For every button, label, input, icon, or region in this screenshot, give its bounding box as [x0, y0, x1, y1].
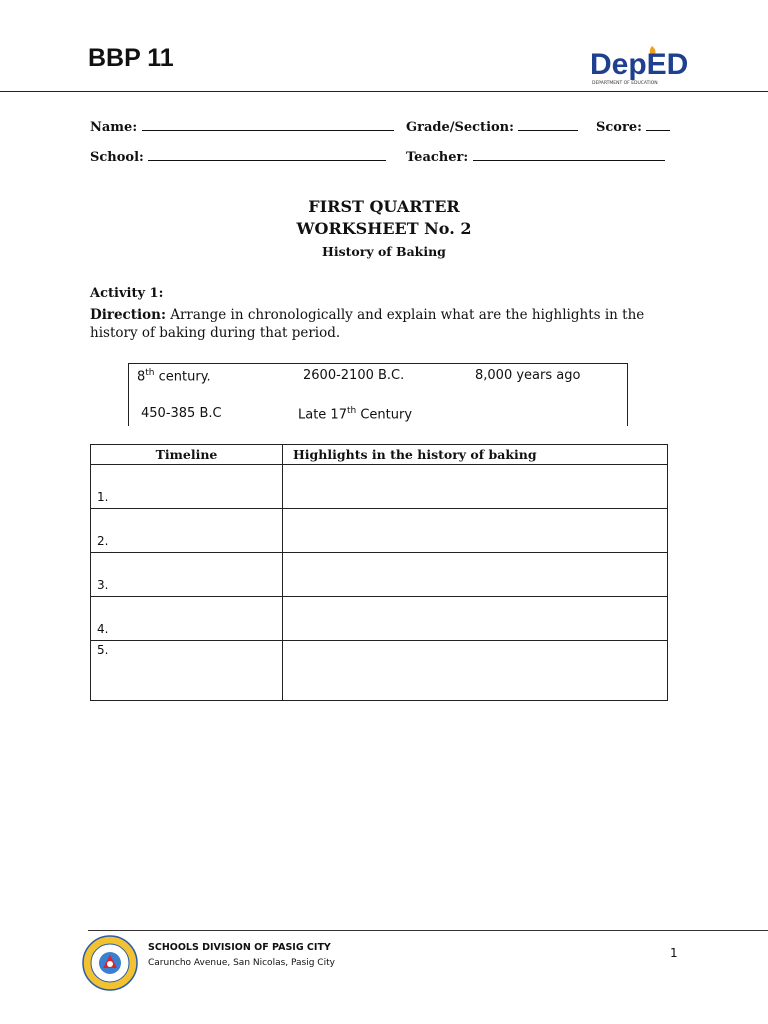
score-blank[interactable]	[646, 118, 670, 131]
school-blank[interactable]	[148, 148, 386, 161]
school-label: School:	[90, 150, 144, 165]
table-row	[91, 641, 668, 701]
timeline-cell[interactable]: 3.	[91, 553, 283, 597]
timeline-table	[90, 444, 668, 701]
grade-section-blank[interactable]	[518, 118, 578, 131]
highlights-header: Highlights in the history of baking	[283, 445, 668, 465]
teacher-label: Teacher:	[406, 150, 469, 165]
grade-field-row	[406, 118, 578, 135]
table-row	[91, 553, 668, 597]
header-divider	[0, 91, 768, 92]
highlight-cell[interactable]	[283, 509, 668, 553]
logo-subtext: DEPARTMENT OF EDUCATION	[592, 81, 658, 86]
timeline-cell[interactable]: 4.	[91, 597, 283, 641]
choice-2600-bc: 2600-2100 B.C.	[303, 368, 405, 383]
timeline-header: Timeline	[91, 445, 283, 465]
school-field-row	[90, 148, 386, 165]
choices-box	[128, 363, 628, 426]
direction-text: Arrange in chronologically and explain what are the highlights in the history of baking during that period.	[90, 307, 645, 341]
highlight-cell[interactable]	[283, 465, 668, 509]
teacher-blank[interactable]	[473, 148, 665, 161]
footer-divider	[88, 930, 768, 931]
subject-title: History of Baking	[322, 244, 446, 259]
document-code: BBP 11	[88, 44, 174, 72]
direction-label: Direction:	[90, 307, 166, 323]
highlight-cell[interactable]	[283, 597, 668, 641]
grade-section-label: Grade/Section:	[406, 120, 514, 135]
name-label: Name:	[90, 120, 138, 135]
choice-8000-years: 8,000 years ago	[475, 368, 581, 383]
highlight-cell[interactable]	[283, 553, 668, 597]
timeline-cell[interactable]: 2.	[91, 509, 283, 553]
quarter-title: FIRST QUARTER	[308, 197, 460, 216]
table-row	[91, 509, 668, 553]
division-seal-icon	[82, 935, 138, 991]
choice-450-bc: 450-385 B.C	[141, 406, 222, 421]
name-field-row	[90, 118, 394, 135]
choice-late-17th-century: Late 17th Century	[298, 406, 413, 423]
logo-text: DepED	[590, 48, 689, 81]
score-field-row	[596, 118, 670, 135]
footer-division: SCHOOLS DIVISION OF PASIG CITY	[148, 942, 331, 953]
table-row	[91, 597, 668, 641]
activity-label: Activity 1:	[90, 286, 164, 301]
table-row	[91, 465, 668, 509]
teacher-field-row	[406, 148, 665, 165]
score-label: Score:	[596, 120, 642, 135]
direction-paragraph	[90, 306, 690, 342]
timeline-cell[interactable]: 5.	[91, 641, 283, 701]
name-blank[interactable]	[142, 118, 394, 131]
deped-logo	[590, 42, 690, 90]
worksheet-title: WORKSHEET No. 2	[296, 219, 472, 238]
choice-8th-century: 8th century.	[137, 368, 211, 385]
timeline-cell[interactable]: 1.	[91, 465, 283, 509]
page-number: 1	[670, 946, 678, 960]
highlight-cell[interactable]	[283, 641, 668, 701]
footer-address: Caruncho Avenue, San Nicolas, Pasig City	[148, 958, 335, 968]
